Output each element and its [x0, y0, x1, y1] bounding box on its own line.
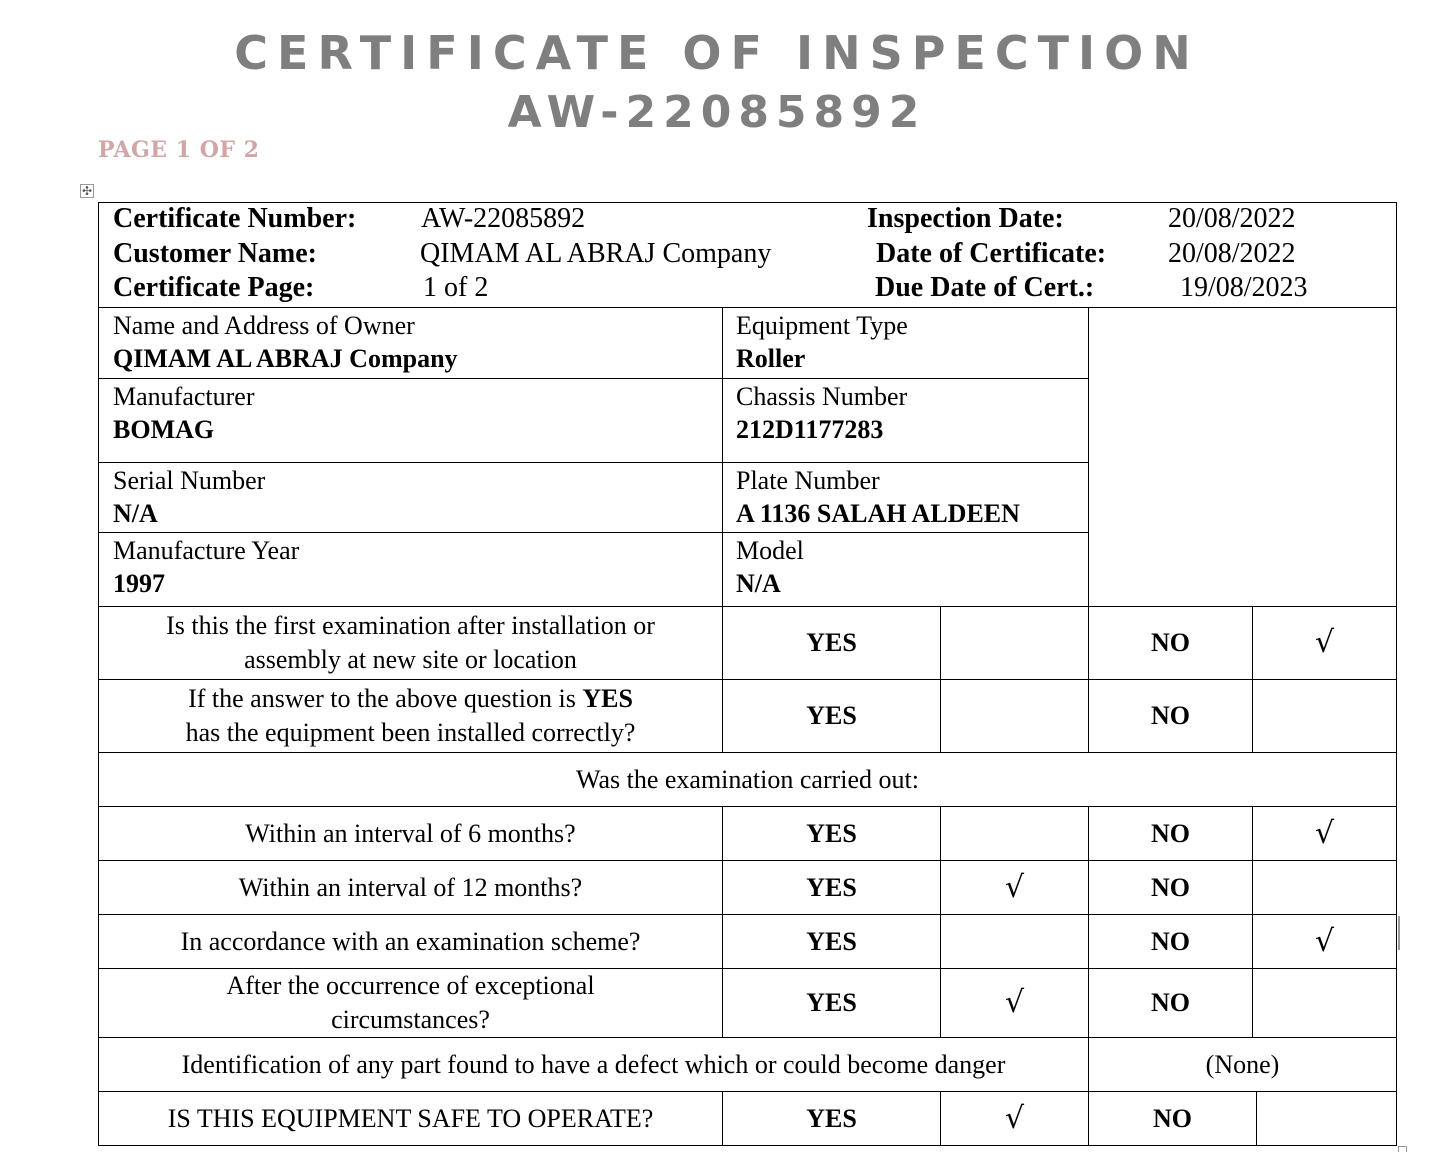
defect-value: (None)	[1088, 1037, 1397, 1092]
question-6-months: Within an interval of 6 months?	[98, 806, 723, 861]
examination-section-heading: Was the examination carried out:	[98, 752, 1397, 807]
customer-name-label: Customer Name:	[113, 238, 317, 269]
question-installed-correctly-line1	[188, 682, 633, 716]
no-checkbox-cell[interactable]	[1252, 860, 1397, 915]
yes-checkbox-cell[interactable]	[940, 914, 1089, 969]
no-checkbox-cell[interactable]	[1252, 968, 1397, 1038]
question-installed-correctly	[98, 679, 723, 753]
manufacturer-value: BOMAG	[113, 415, 215, 444]
no-check-mark[interactable]: √	[1252, 806, 1397, 861]
question-exceptional-circumstances	[98, 968, 723, 1038]
no-label: NO	[1088, 679, 1253, 753]
page-indicator: PAGE 1 OF 2	[98, 137, 260, 163]
model-value: N/A	[736, 569, 781, 598]
question-examination-scheme: In accordance with an examination scheme?	[98, 914, 723, 969]
date-of-certificate-label: Date of Certificate:	[876, 238, 1107, 269]
owner-label: Name and Address of Owner	[113, 311, 415, 340]
question-exceptional-line1: After the occurrence of exceptional	[226, 971, 595, 1000]
yes-label: YES	[722, 860, 941, 915]
safe-to-operate-question: IS THIS EQUIPMENT SAFE TO OPERATE?	[98, 1091, 723, 1146]
manufacturer-label: Manufacturer	[113, 382, 255, 411]
question-12-months: Within an interval of 12 months?	[98, 860, 723, 915]
question-first-examination-line2: assembly at new site or location	[244, 645, 577, 674]
certificate-page-value: 1 of 2	[423, 272, 489, 303]
defect-question: Identification of any part found to have a defect which or could become danger	[98, 1037, 1089, 1092]
no-label: NO	[1088, 806, 1253, 861]
table-resize-handle[interactable]	[1398, 1146, 1407, 1152]
no-checkbox-cell[interactable]	[1252, 679, 1397, 753]
cert-number-label: Certificate Number:	[113, 203, 357, 234]
question-exceptional-line2: circumstances?	[331, 1005, 490, 1034]
customer-name-value: QIMAM AL ABRAJ Company	[420, 238, 772, 269]
question-installed-correctly-line2: has the equipment been installed correctly?	[185, 718, 636, 747]
owner-value: QIMAM AL ABRAJ Company	[113, 344, 458, 373]
serial-value: N/A	[113, 499, 158, 528]
no-label: NO	[1088, 968, 1253, 1038]
question-first-examination-line1: Is this the first examination after installation or	[166, 611, 655, 640]
inspection-date-value: 20/08/2022	[1168, 203, 1296, 234]
yes-checkbox-cell[interactable]	[940, 606, 1089, 680]
no-check-mark[interactable]: √	[1252, 606, 1397, 680]
equipment-type-value: Roller	[736, 344, 806, 373]
plate-value: A 1136 SALAH ALDEEN	[736, 499, 1020, 528]
no-label: NO	[1088, 606, 1253, 680]
yes-label: YES	[722, 679, 941, 753]
yes-checkbox-cell[interactable]	[940, 806, 1089, 861]
photo-cell	[1088, 307, 1397, 607]
table-move-handle-icon[interactable]: ✣	[81, 184, 93, 198]
yes-check-mark[interactable]: √	[940, 1091, 1089, 1146]
year-label: Manufacture Year	[113, 536, 300, 565]
row-end-marker	[1398, 916, 1400, 950]
yes-label: YES	[722, 606, 941, 680]
yes-checkbox-cell[interactable]	[940, 679, 1089, 753]
document-title: CERTIFICATE OF INSPECTION	[234, 26, 1200, 80]
equipment-type-label: Equipment Type	[736, 311, 908, 340]
year-value: 1997	[113, 569, 165, 598]
question-installed-correctly-yes-emphasis: YES	[582, 684, 633, 713]
certificate-page-label: Certificate Page:	[113, 272, 315, 303]
chassis-value: 212D1177283	[736, 415, 884, 444]
question-first-examination	[98, 606, 723, 680]
inspection-date-label: Inspection Date:	[867, 203, 1064, 234]
due-date-value: 19/08/2023	[1180, 272, 1308, 303]
chassis-label: Chassis Number	[736, 382, 908, 411]
yes-check-mark[interactable]: √	[940, 860, 1089, 915]
yes-label: YES	[722, 968, 941, 1038]
yes-label: YES	[722, 914, 941, 969]
no-check-mark[interactable]: √	[1252, 914, 1397, 969]
no-label: NO	[1088, 1091, 1257, 1146]
cert-number-value: AW-22085892	[421, 203, 586, 234]
yes-check-mark[interactable]: √	[940, 968, 1089, 1038]
model-label: Model	[736, 536, 804, 565]
no-checkbox-cell[interactable]	[1256, 1091, 1397, 1146]
serial-label: Serial Number	[113, 466, 266, 495]
due-date-label: Due Date of Cert.:	[875, 272, 1095, 303]
question-installed-correctly-line1-text: If the answer to the above question is	[188, 684, 583, 713]
yes-label: YES	[722, 806, 941, 861]
no-label: NO	[1088, 914, 1253, 969]
yes-label: YES	[722, 1091, 941, 1146]
plate-label: Plate Number	[736, 466, 880, 495]
no-label: NO	[1088, 860, 1253, 915]
date-of-certificate-value: 20/08/2022	[1168, 238, 1296, 269]
document-certificate-number: AW-22085892	[507, 87, 927, 138]
